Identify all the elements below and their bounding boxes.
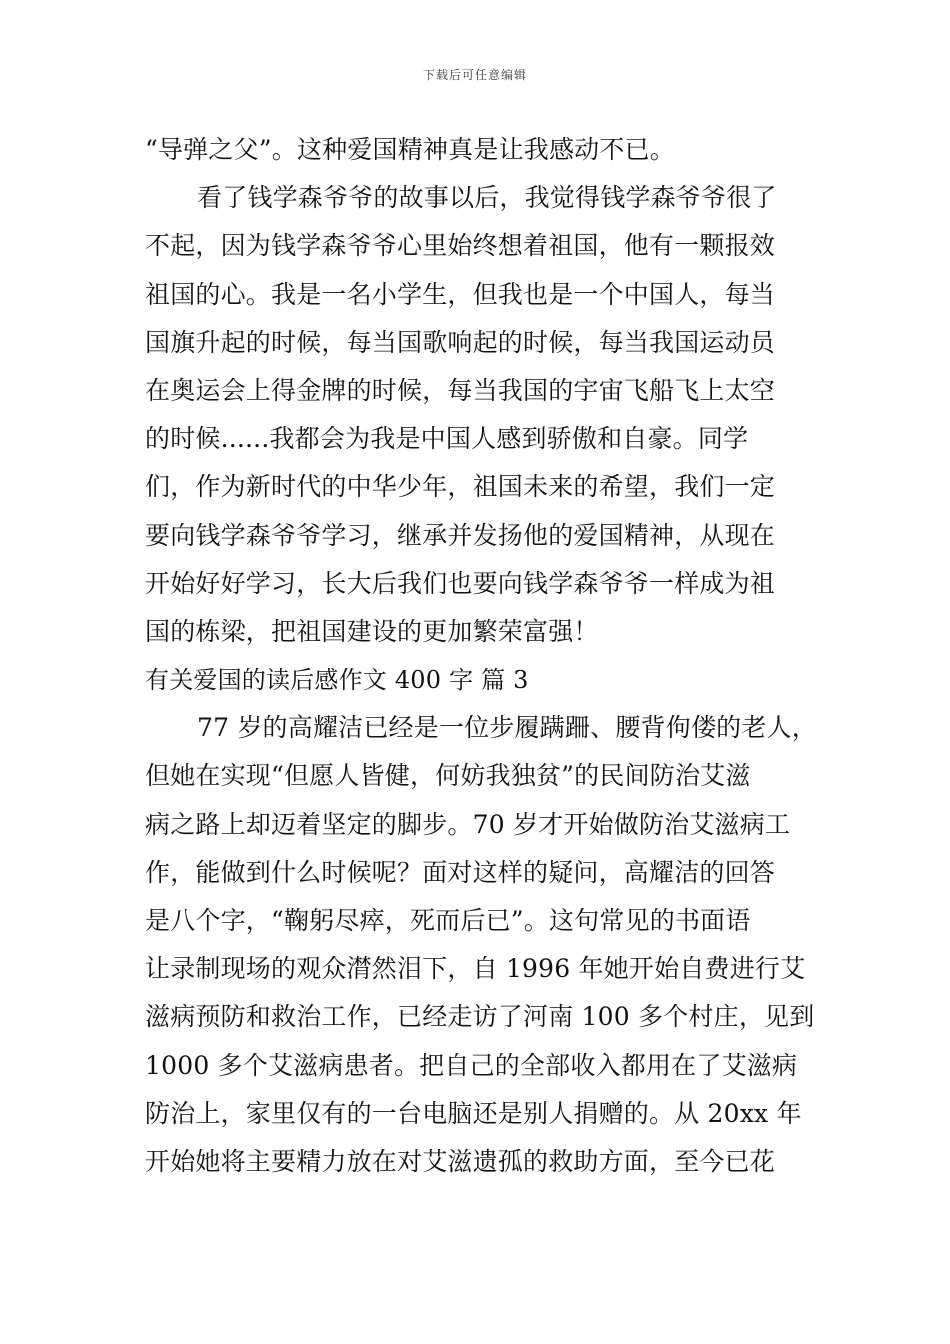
text-line: 是八个字，“鞠躬尽瘁，死而后已”。这句常见的书面语 — [145, 906, 751, 935]
body-text — [145, 126, 815, 1186]
text-line: 国的栋梁，把祖国建设的更加繁荣富强！ — [145, 616, 599, 646]
text-line: 但她在实现“但愿人皆健，何妨我独贫”的民间防治艾滋 — [145, 761, 751, 791]
text-line: 开始好好学习，长大后我们也要向钱学森爷爷一样成为祖 — [145, 568, 776, 598]
text-line: 祖国的心。我是一名小学生，但我也是一个中国人，每当 — [145, 279, 776, 309]
text-line: 在奥运会上得金牌的时候，每当我国的宇宙飞船飞上太空 — [145, 375, 776, 405]
text-line: 防治上，家里仅有的一台电脑还是别人捐赠的。从 20xx 年 — [145, 1098, 802, 1128]
text-line: 1000 多个艾滋病患者。把自己的全部收入都用在了艾滋病 — [145, 1050, 798, 1080]
text-line: 滋病预防和救治工作，已经走访了河南 100 多个村庄，见到 — [145, 1002, 815, 1032]
text-line: 们，作为新时代的中华少年，祖国未来的希望，我们一定 — [145, 472, 776, 502]
text-line: 病之路上却迈着坚定的脚步。70 岁才开始做防治艾滋病工 — [145, 809, 791, 839]
text-line: 国旗升起的时候，每当国歌响起的时候，每当我国运动员 — [145, 327, 776, 357]
text-line: 作，能做到什么时候呢？面对这样的疑问，高耀洁的回答 — [145, 857, 776, 887]
text-line: 开始她将主要精力放在对艾滋遗孤的救助方面，至今已花 — [145, 1146, 776, 1176]
text-line: 让录制现场的观众潸然泪下，自 1996 年她开始自费进行艾 — [145, 954, 806, 984]
paragraph-first-line: 77 岁的高耀洁已经是一位步履蹒跚、腰背佝偻的老人， — [197, 713, 817, 743]
section-heading: 有关爱国的读后感作文 400 字 篇 3 — [145, 666, 529, 695]
text-line: 的时候......我都会为我是中国人感到骄傲和自豪。同学 — [145, 424, 749, 454]
text-line: “导弹之父”。这种爱国精神真是让我感动不已。 — [145, 135, 675, 164]
text-line: 要向钱学森爷爷学习，继承并发扬他的爱国精神，从现在 — [145, 520, 776, 550]
text-line: 不起，因为钱学森爷爷心里始终想着祖国，他有一颗报效 — [145, 231, 776, 261]
header-note: 下载后可任意编辑 — [422, 68, 527, 82]
paragraph-first-line: 看了钱学森爷爷的故事以后，我觉得钱学森爷爷很了 — [197, 183, 777, 213]
